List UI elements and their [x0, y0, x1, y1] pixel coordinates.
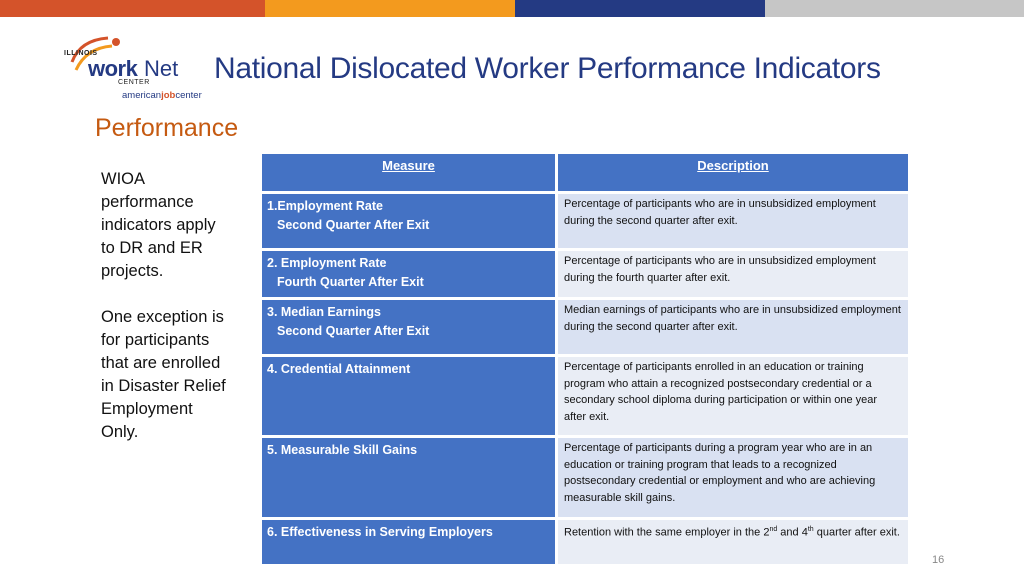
- table-header-row: [261, 153, 910, 193]
- page-title: National Dislocated Worker Performance Indicators: [214, 52, 881, 85]
- description-cell: Percentage of participants enrolled in an education or training program who attain a recognized postsecondary credential or a secondary school diploma during participation or within one year after exit.: [557, 356, 910, 437]
- top-color-bar: [0, 0, 1024, 17]
- measure-cell: 2. Employment Rate Fourth Quarter After Exit: [261, 250, 557, 299]
- logo-work-text: work: [88, 56, 138, 81]
- section-heading: Performance: [95, 114, 239, 142]
- table-row: [261, 193, 910, 250]
- measure-cell: 3. Median Earnings Second Quarter After Exit: [261, 299, 557, 356]
- american-job-center-text: americanjobcenter: [122, 90, 202, 101]
- table-row: [261, 250, 910, 299]
- page-number: 16: [932, 554, 945, 566]
- table-row: [261, 356, 910, 437]
- description-cell: Percentage of participants who are in unsubsidized employment during the fourth quarter after exit.: [557, 250, 910, 299]
- side-note-paragraph: WIOA performance indicators apply to DR and ER projects.: [101, 170, 216, 280]
- measure-cell: 5. Measurable Skill Gains: [261, 437, 557, 519]
- side-notes: [101, 168, 231, 467]
- description-cell: Percentage of participants during a program year who are in an education or training program that leads to a recognized postsecondary credential or employment and who are achieving measurable skill gains.: [557, 437, 910, 519]
- illinois-worknet-logo: [60, 28, 202, 106]
- color-bar-segment-orange: [265, 0, 515, 17]
- description-cell: Percentage of participants who are in unsubsidized employment during the second quarter after exit.: [557, 193, 910, 250]
- description-cell: Median earnings of participants who are in unsubsidized employment during the second quarter after exit.: [557, 299, 910, 356]
- logo-illinois-text: ILLINOIS: [64, 50, 98, 57]
- measure-cell: 6. Effectiveness in Serving Employers: [261, 519, 557, 566]
- table-row: [261, 299, 910, 356]
- color-bar-segment-orange-red: [0, 0, 265, 17]
- color-bar-segment-gray: [765, 0, 1024, 17]
- table-row: [261, 437, 910, 519]
- column-header-description: Description: [557, 153, 910, 193]
- table-row: [261, 519, 910, 566]
- color-bar-segment-navy: [515, 0, 765, 17]
- measure-cell: 4. Credential Attainment: [261, 356, 557, 437]
- measure-cell: 1.Employment Rate Second Quarter After Exit: [261, 193, 557, 250]
- logo-center-text: CENTER: [118, 79, 150, 86]
- logo-net-text: Net: [144, 56, 179, 81]
- side-note-paragraph: One exception is for participants that are enrolled in Disaster Relief Employment Only.: [101, 308, 226, 441]
- description-cell: Retention with the same employer in the 2nd and 4th quarter after exit.: [557, 519, 910, 566]
- column-header-measure: Measure: [261, 153, 557, 193]
- performance-indicators-table: [259, 151, 911, 567]
